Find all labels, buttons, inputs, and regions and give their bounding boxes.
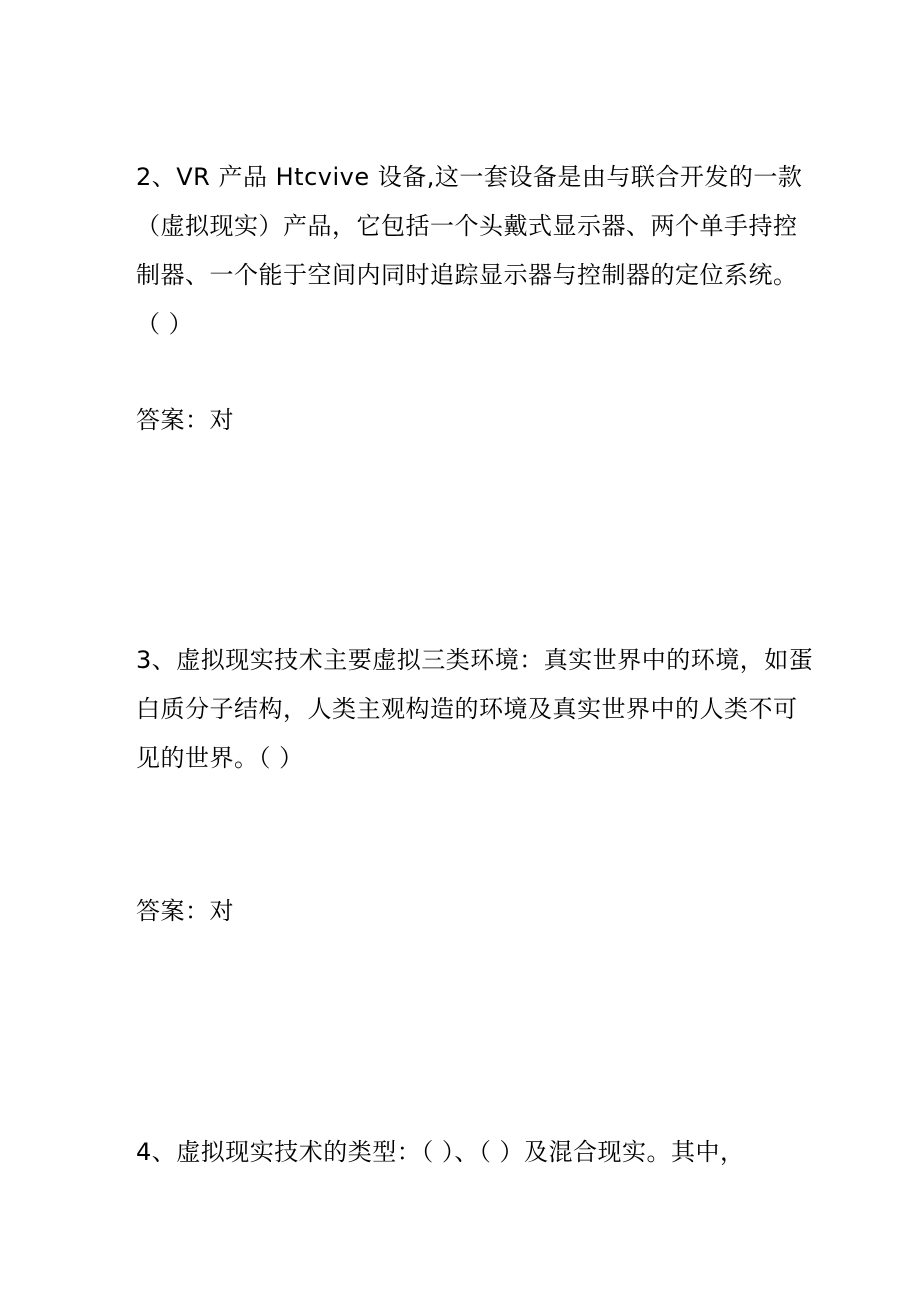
question-text-line: 制器、一个能于空间内同时追踪显示器与控制器的定位系统。	[136, 261, 798, 289]
answer-text: 答案：对	[136, 406, 234, 434]
question-text-line: 2、VR 产品 Htcvive 设备,这一套设备是由与联合开发的一款	[136, 163, 803, 191]
question-text-line: （ ）	[136, 310, 194, 338]
question-text-line: 3、虚拟现实技术主要虚拟三类环境：真实世界中的环境，如蛋	[136, 646, 814, 674]
answer-text: 答案：对	[136, 897, 234, 925]
question-text-line: （虚拟现实）产品，它包括一个头戴式显示器、两个单手持控	[136, 212, 798, 240]
question-text-line: 见的世界。（ ）	[136, 744, 304, 772]
question-text-line: 白质分子结构，人类主观构造的环境及真实世界中的人类不可	[136, 695, 798, 723]
question-text-line: 4、虚拟现实技术的类型：（ ）、（ ）及混合现实。其中，	[136, 1138, 745, 1166]
